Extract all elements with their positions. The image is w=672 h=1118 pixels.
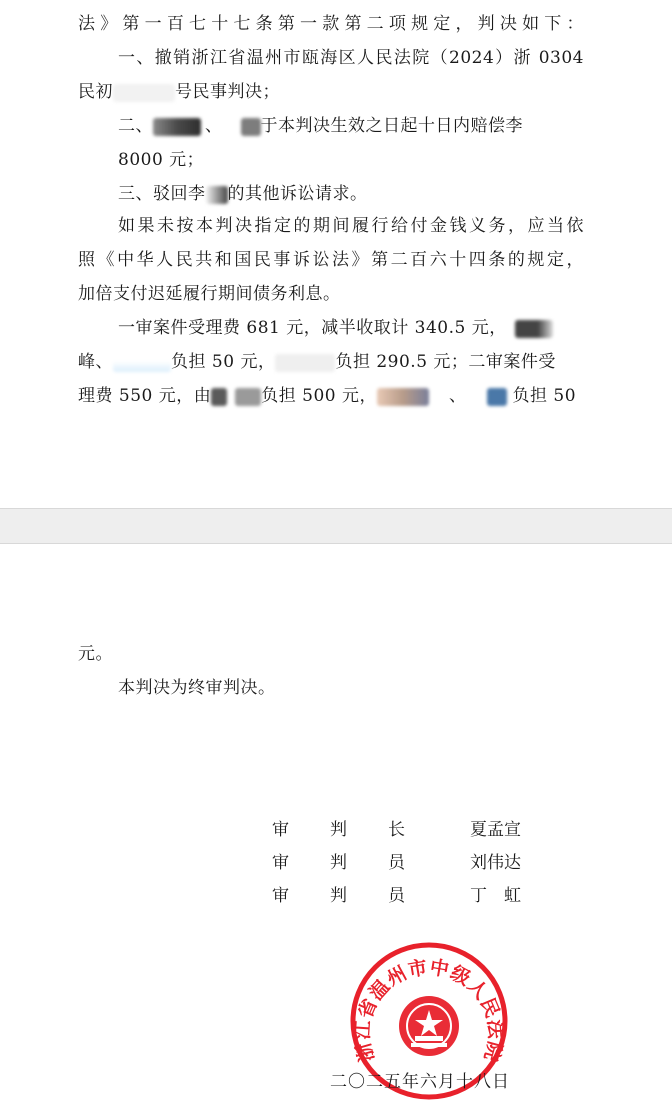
text-line: 一、撤销浙江省温州市瓯海区人民法院（2024）浙 0304 [118,48,584,68]
redaction-blur [241,118,261,136]
text-line: 照《中华人民共和国民事诉讼法》第二百六十四条的规定， [78,250,584,270]
text-line: 如果未按本判决指定的期间履行给付金钱义务，应当依 [118,216,584,236]
signature-row: 审 判 长 夏孟宣 [272,820,521,840]
text-line: 法》第一百七十七条第一款第二项规定，判决如下： [78,14,584,34]
text-line: 三、驳回李 的其他诉讼请求。 [118,184,368,204]
signature-row: 审 判 员 刘伟达 [272,853,521,873]
seal-text: 浙江省温州市中级人民法院 [351,956,507,1065]
redaction-blur [153,118,201,136]
redaction-blur [211,388,227,406]
national-emblem-icon [399,996,459,1056]
redaction-blur [275,354,335,372]
text-line: 理费 550 元，由 负担 500 元， 、 负担 50 [78,386,577,406]
judge-name: 丁 虹 [470,886,521,906]
redaction-blur [235,388,261,406]
signature-row: 审 判 员 丁 虹 [272,886,521,906]
redaction-blur [113,354,171,372]
judge-name: 夏孟宣 [470,820,521,840]
redaction-blur [206,186,228,204]
text-line: 加倍支付迟延履行期间债务利息。 [78,284,341,304]
text-line: 8000 元； [118,150,205,170]
redaction-blur [377,388,429,406]
page-break [0,508,672,544]
judge-name: 刘伟达 [470,853,521,873]
text-line: 峰、 负担 50 元， 负担 290.5 元；二审案件受 [78,352,556,372]
redaction-blur [487,388,507,406]
judgment-date: 二〇二五年六月十八日 [330,1072,510,1092]
redaction-blur [515,320,553,338]
text-line: 二、 、 于本判决生效之日起十日内赔偿李 [118,116,523,136]
text-line: 本判决为终审判决。 [118,678,276,698]
text-line: 一审案件受理费 681 元，减半收取计 340.5 元， [78,316,584,340]
text-line: 民初 号民事判决； [78,82,280,102]
text-line: 元。 [78,644,113,664]
redaction-blur [113,84,175,102]
